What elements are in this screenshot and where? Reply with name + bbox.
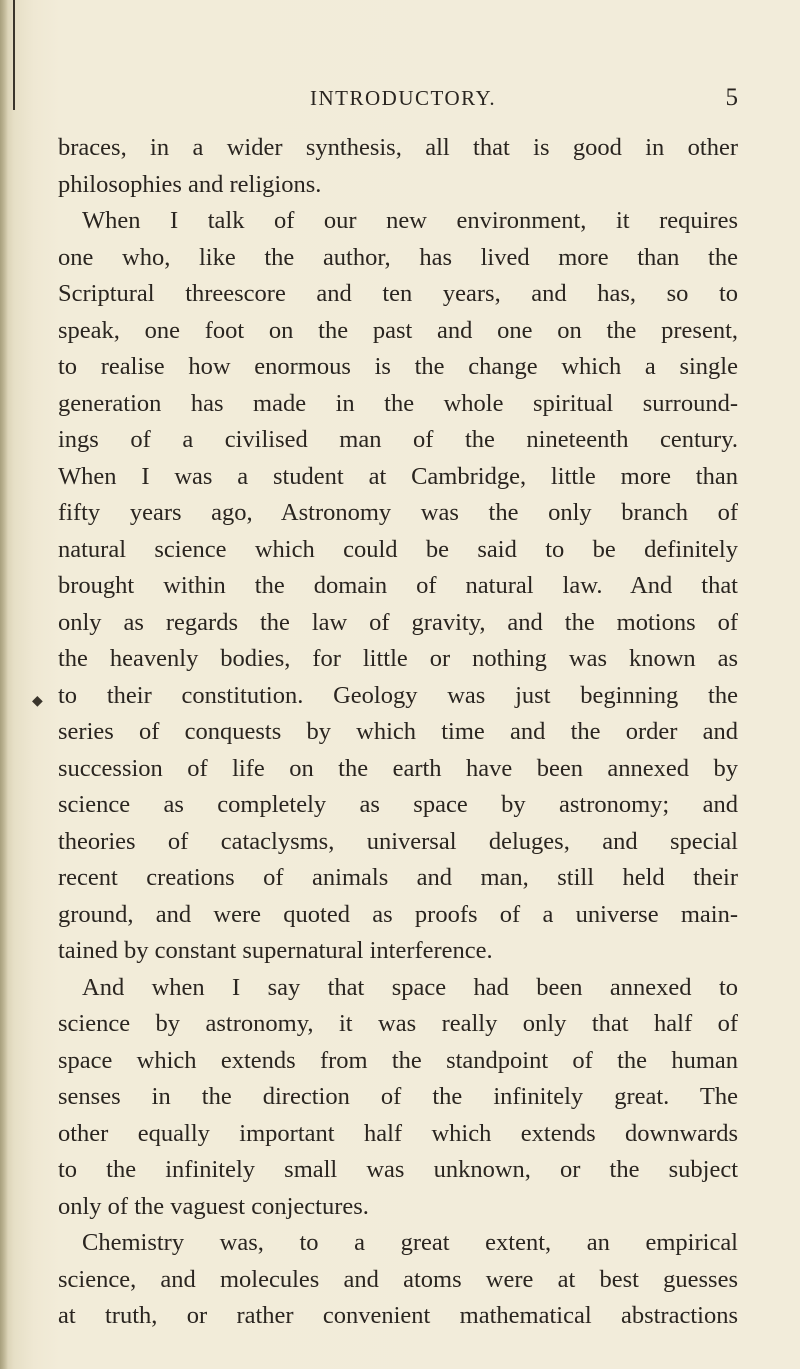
text-line: ground, and were quoted as proofs of a universe main- <box>58 900 738 928</box>
text-line: only as regards the law of gravity, and the motions of <box>58 608 738 636</box>
text-line: other equally important half which extends downwards <box>58 1119 738 1147</box>
text-line: only of the vaguest conjectures. <box>58 1192 369 1220</box>
text-line: to their constitution. Geology was just beginning the <box>58 681 738 709</box>
text-line: space which extends from the standpoint of the human <box>58 1046 738 1074</box>
text-line: Scriptural threescore and ten years, and has, so to <box>58 280 738 307</box>
page-header <box>60 86 738 118</box>
margin-mark: ◆ <box>32 694 43 709</box>
text-line: theories of cataclysms, universal deluges, and special <box>58 827 738 855</box>
text-line: When I was a student at Cambridge, little more than <box>58 462 738 490</box>
text-line: the heavenly bodies, for little or nothing was known as <box>58 645 738 672</box>
text-line: recent creations of animals and man, still held their <box>58 864 738 891</box>
text-line: generation has made in the whole spiritual surround- <box>58 389 738 417</box>
text-line: to the infinitely small was unknown, or the subject <box>58 1156 738 1183</box>
text-line: one who, like the author, has lived more than the <box>58 243 738 271</box>
text-line: fifty years ago, Astronomy was the only branch of <box>58 499 738 526</box>
text-line: speak, one foot on the past and one on the present, <box>58 316 738 344</box>
text-line: science, and molecules and atoms were at best guesses <box>58 1265 738 1293</box>
body-text <box>58 130 738 1335</box>
text-line: Chemistry was, to a great extent, an empirical <box>82 1229 738 1256</box>
text-line: succession of life on the earth have been annexed by <box>58 754 738 782</box>
text-line: at truth, or rather convenient mathematical abstractions <box>58 1302 738 1329</box>
text-line: tained by constant supernatural interference. <box>58 937 493 964</box>
page-edge-line <box>13 0 15 110</box>
text-line: philosophies and religions. <box>58 170 322 198</box>
text-line: senses in the direction of the infinitely great. The <box>58 1083 738 1110</box>
text-line: And when I say that space had been annexed to <box>82 973 738 1001</box>
text-line: When I talk of our new environment, it requires <box>82 207 738 234</box>
text-line: brought within the domain of natural law. And that <box>58 572 738 599</box>
text-line: to realise how enormous is the change which a single <box>58 353 738 380</box>
page-number: 5 <box>725 84 738 111</box>
text-line: science by astronomy, it was really only that half of <box>58 1010 738 1037</box>
text-line: series of conquests by which time and the order and <box>58 718 738 745</box>
text-line: science as completely as space by astronomy; and <box>58 791 738 818</box>
text-line: braces, in a wider synthesis, all that is good in other <box>58 134 738 161</box>
text-line: ings of a civilised man of the nineteenth century. <box>58 426 738 453</box>
text-line: natural science which could be said to be definitely <box>58 535 738 563</box>
running-title: INTRODUCTORY. <box>310 86 497 110</box>
